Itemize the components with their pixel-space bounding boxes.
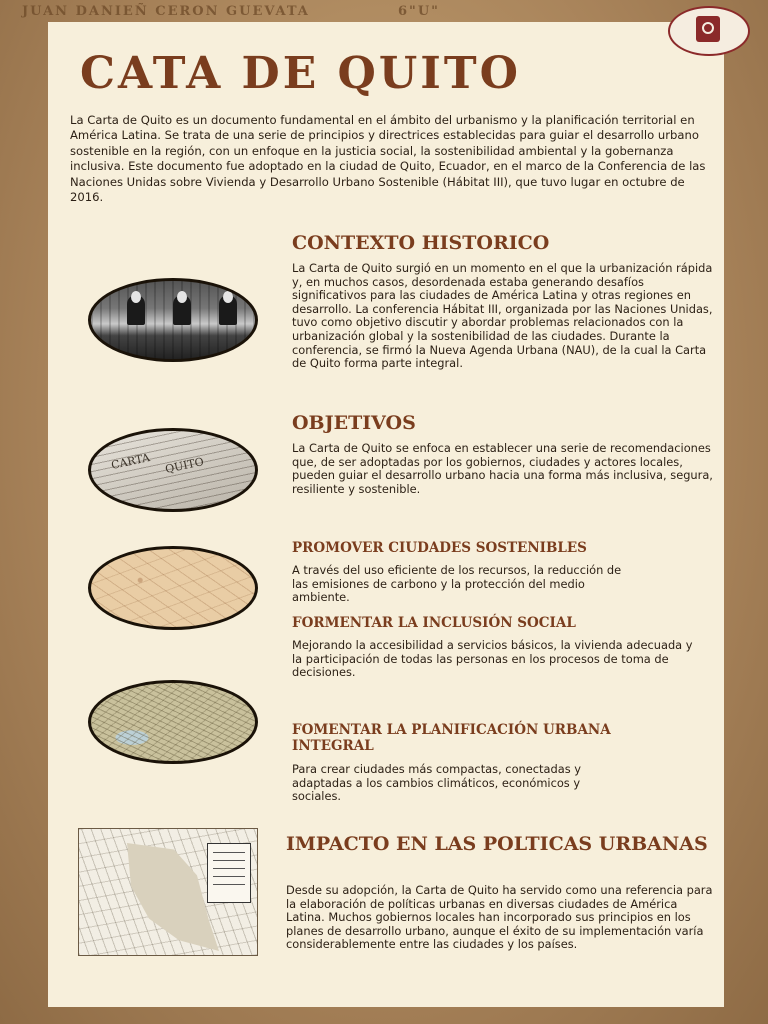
topographic-map-image <box>88 680 258 764</box>
school-seal-icon <box>668 6 750 56</box>
heading-planificacion-urbana: FOMENTAR LA PLANIFICACIÓN URBANA INTEGRAL <box>292 722 611 754</box>
heading-contexto-historico: CONTEXTO HISTORICO <box>292 232 550 254</box>
contexto-paragraph: La Carta de Quito surgió en un momento en el que la urbanización rápida y, en muchos casos, desordenada estaba generando desafíos significativos para las ciudades de América Latina y otras regiones en desarrollo. La conferencia Hábitat III, organizada por las Naciones Unidas, tuvo como objetivo discutir y abordar problemas relacionados con la urbanización global y la sostenibilidad de las ciudades. Durante la conferencia, se firmó la Nueva Agenda Urbana (NAU), de la cual la Carta de Quito forma parte integral. <box>292 261 713 371</box>
author-name: JUAN DANIEÑ CERON GUEVATA <box>22 4 310 19</box>
heading-inclusion-social: FORMENTAR LA INCLUSIÓN SOCIAL <box>292 615 576 631</box>
old-map-image <box>88 546 258 630</box>
historic-document-image: CARTA QUITO <box>88 428 258 512</box>
planificacion-paragraph: Para crear ciudades más compactas, conectadas y adaptadas a los cambios climáticos, económicos y sociales. <box>292 762 581 804</box>
intro-paragraph: La Carta de Quito es un documento fundamental en el ámbito del urbanismo y la planificación territorial en América Latina. Se trata de una serie de principios y directrices establecidas para guiar el desarrollo urbano sostenible en la región, con un enfoque en la justicia social, la sostenibilidad ambiental y la gobernanza inclusiva. Este documento fue adoptado en la ciudad de Quito, Ecuador, en el marco de la Conferencia de las Naciones Unidas sobre Vivienda y Desarrollo Urbano Sostenible (Hábitat III), que tuvo lugar en octubre de 2016. <box>70 113 706 205</box>
heading-objetivos: OBJETIVOS <box>292 412 416 434</box>
grade-label: 6"U" <box>398 4 440 19</box>
inclusion-paragraph: Mejorando la accesibilidad a servicios básicos, la vivienda adecuada y la participación de todas las personas en los procesos de toma de decisiones. <box>292 638 693 680</box>
page-title: CATA DE QUITO <box>80 48 521 99</box>
impacto-paragraph: Desde su adopción, la Carta de Quito ha servido como una referencia para la elaboración de políticas urbanas en diversas ciudades de América Latina. Muchos gobiernos locales han incorporado sus principios en los planes de desarrollo urbano, aunque el éxito de su implementación varía considerablemente entre las ciudades y los países. <box>286 883 713 952</box>
heading-promover-ciudades: PROMOVER CIUDADES SOSTENIBLES <box>292 540 587 556</box>
promover-paragraph: A través del uso eficiente de los recursos, la reducción de las emisiones de carbono y la protección del medio ambiente. <box>292 563 622 605</box>
archive-photo-image <box>88 278 258 362</box>
objetivos-paragraph: La Carta de Quito se enfoca en establecer una serie de recomendaciones que, de ser adoptadas por los gobiernos, ciudades y actores locales, pueden guiar el desarrollo urbano hacia una forma más inclusiva, segura, resiliente y sostenible. <box>292 441 713 496</box>
region-map-image <box>78 828 258 956</box>
heading-impacto-politicas: IMPACTO EN LAS POLTICAS URBANAS <box>286 833 708 855</box>
